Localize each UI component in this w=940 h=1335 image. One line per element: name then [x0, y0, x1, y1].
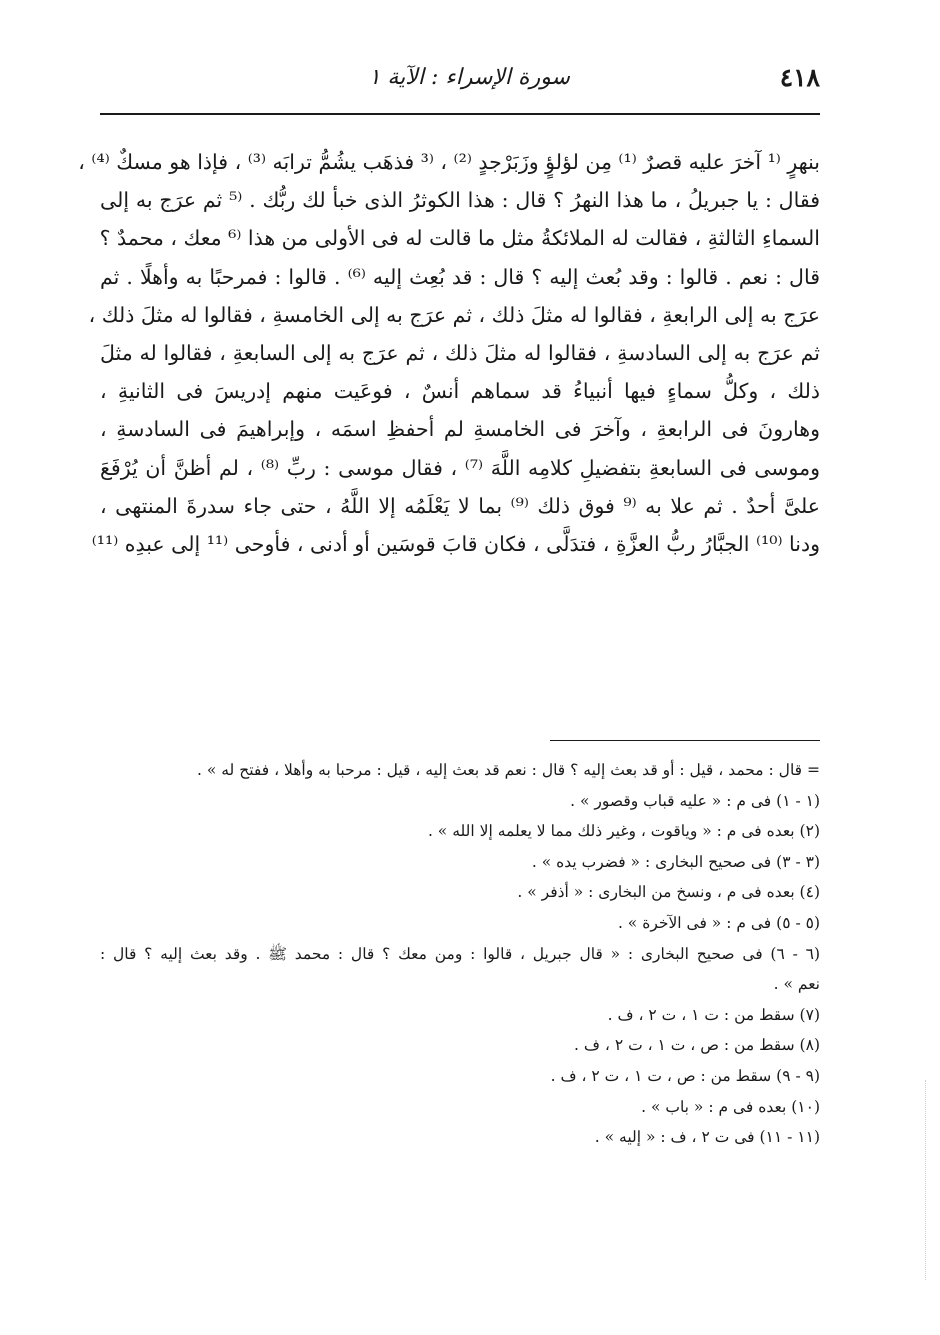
text-line: علىَّ أحدٌ . ثم علا به ⁽⁹ فوق ذلك ⁽⁹⁾ بما لا يَعْلَمُه إلا اللَّهُ ، حتى جاء سدرةَ المنتهى ، — [100, 493, 820, 518]
footnote-line: (٢) بعده فى م : « وياقوت ، وغير ذلك مما لا يعلمه إلا الله » . — [427, 822, 820, 841]
footnote-rule — [550, 740, 820, 741]
text-line: قال : نعم . قالوا : وقد بُعث إليه ؟ قال : قد بُعِث إليه ⁽⁶⁾ . قالوا : فمرحبًا به وأهلًا . ثم — [100, 264, 820, 289]
footnote-line: (٧) سقط من : ت ١ ، ت ٢ ، ف . — [607, 1005, 820, 1024]
footnote-line: (٥ - ٥) فى م : « فى الآخرة » . — [617, 913, 820, 932]
text-line: ثم عرَج به إلى السادسةِ ، فقالوا له مثلَ ذلك ، ثم عرَج به إلى السابعةِ ، فقالوا له مثلَ — [100, 341, 820, 366]
footnote-line: (١١ - ١١) فى ت ٢ ، ف : « إليه » . — [594, 1128, 820, 1147]
footnote-line: نعم » . — [773, 975, 820, 994]
header-rule — [100, 113, 820, 115]
page-header — [100, 55, 820, 105]
text-line: بنهرٍ ⁽¹ آخرَ عليه قصرٌ ⁽¹⁾ مِن لؤلؤٍ وزَبَرْجدٍ ⁽²⁾ ، ⁽³ فذهَب يشُمُّ ترابَه ⁽³⁾ ، فإذا هو مسكٌ ⁽⁴⁾ ، — [78, 150, 820, 174]
main-text — [78, 143, 821, 563]
footnote-line: (١٠) بعده فى م : « باب » . — [641, 1097, 820, 1116]
footnote-line: (١ - ١) فى م : « عليه قباب وقصور » . — [570, 791, 820, 810]
page-number: ٤١٨ — [779, 63, 820, 92]
footnote-line: = قال : محمد ، قيل : أو قد بعث إليه ؟ قال : نعم قد بعث إليه ، قيل : مرحبا به وأهلا ، ففتح له » . — [196, 761, 820, 779]
text-line: ذلك ، وكلُّ سماءٍ فيها أنبياءُ قد سماهم أنسٌ ، فوعَيت منهم إدريسَ فى الثانيةِ ، — [100, 379, 820, 404]
footnotes — [100, 755, 820, 1153]
text-line: ودنا ⁽¹⁰⁾ الجبَّارُ ربُّ العزَّةِ ، فتدَلَّى ، فكان قابَ قوسَين أو أدنى ، فأوحى ⁽¹¹ إلى عبدِه ⁽¹¹⁾ — [91, 532, 820, 557]
text-line: فقال : يا جبريلُ ، ما هذا النهرُ ؟ قال : هذا الكوثرُ الذى خبأ لك ربُّك . ⁽⁵ ثم عرَج به إلى — [100, 188, 820, 213]
book-page — [78, 55, 821, 1295]
footnote-line: (٤) بعده فى م ، ونسخ من البخارى : « أذفر » . — [517, 883, 820, 902]
text-line: وهارونَ فى الرابعةِ ، وآخرَ فى الخامسةِ لم أحفظِ اسمَه ، وإبراهيمَ فى السادسةِ ، — [100, 417, 820, 442]
text-line: السماءِ الثالثةِ ، فقالت له الملائكةُ مثل ما قالت له فى الأولى من هذا ⁽⁶ معك ، محمدٌ ؟ — [99, 226, 820, 251]
text-line: وموسى فى السابعةِ بتفضيلِ كلامِه اللَّهَ ⁽⁷⁾ ، فقال موسى : ربِّ ⁽⁸⁾ ، لم أظنَّ أن يُرْفَعَ — [100, 455, 821, 480]
scan-margin-specks — [923, 1080, 926, 1280]
footnote-line: (٨) سقط من : ص ، ت ١ ، ت ٢ ، ف . — [574, 1036, 820, 1055]
running-title: سورة الإسراء : الآية ١ — [368, 65, 570, 90]
footnote-line: (٩ - ٩) سقط من : ص ، ت ١ ، ت ٢ ، ف . — [550, 1066, 820, 1085]
footnote-line: (٣ - ٣) فى صحيح البخارى : « فضرب يده » . — [531, 852, 820, 871]
text-line: عرَج به إلى الرابعةِ ، فقالوا له مثلَ ذلك ، ثم عرَج به إلى الخامسةِ ، فقالوا له مثلَ ذلك ، — [88, 302, 820, 327]
footnote-line: (٦ - ٦) فى صحيح البخارى : « قال جبريل ، قالوا : ومن معك ؟ قال : محمد ﷺ . وقد بعث إليه ؟ قال : — [100, 944, 820, 963]
